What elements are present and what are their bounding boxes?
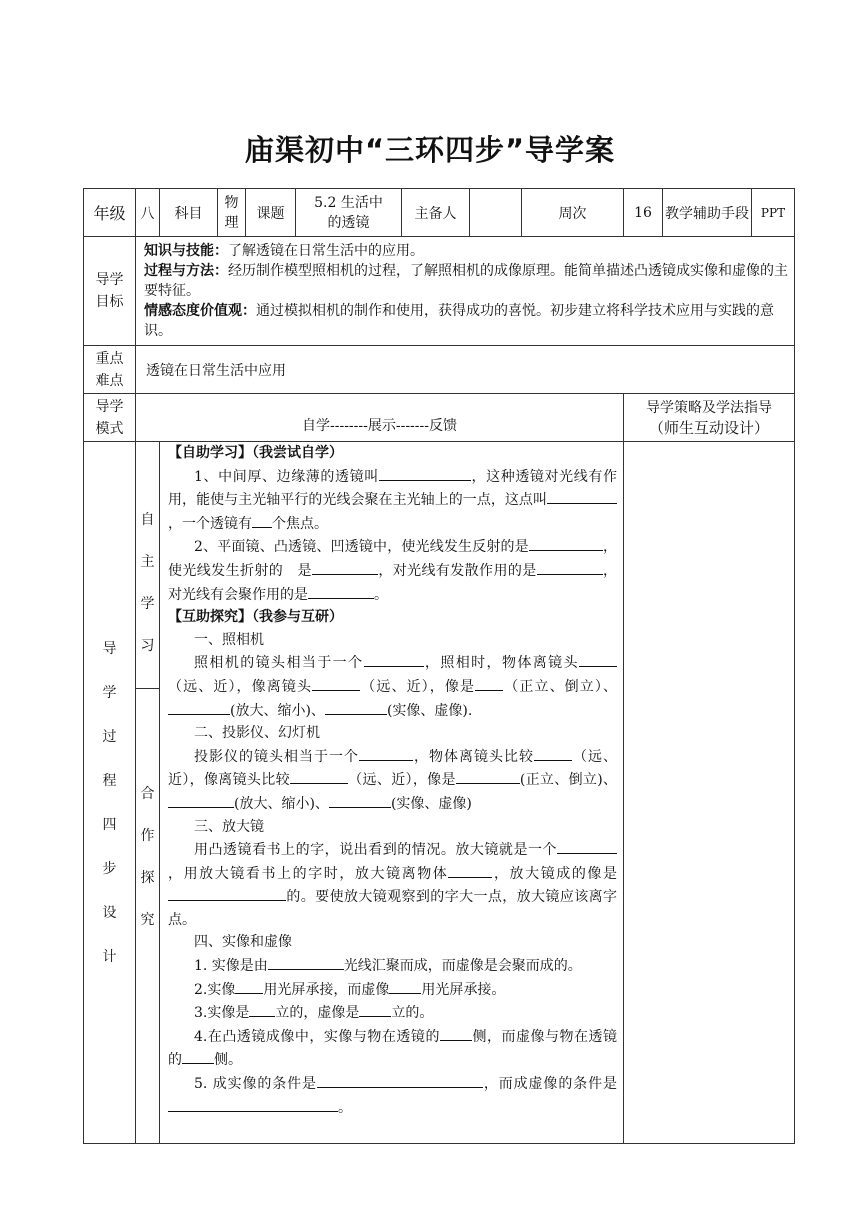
week-label: 周次 [522,189,624,237]
question-text: ，而成虚像的条件是 [482,1076,618,1093]
question-text: 用光屏承接。 [421,981,506,998]
process-char: 四 [102,816,117,833]
images-item-4 [168,1025,617,1072]
question-text: 5. 成实像的条件是 [194,1076,317,1093]
answer-blank[interactable] [379,465,471,481]
answer-blank[interactable] [168,885,286,901]
question-text: 侧，而虚像与物在透镜的 [168,1028,618,1069]
header-row [84,189,795,237]
goals-content [136,237,795,346]
keypoints-row [84,346,795,394]
self-study-heading: 【自助学习】（我尝试自学） [168,445,343,461]
answer-blank[interactable] [557,838,617,854]
question-text: 立的。 [391,1005,434,1022]
lesson-value-line1: 5.2 生活中 [314,194,383,211]
question-text: （正立、倒立）、 [503,678,618,695]
question-text: 2.实像 [194,981,236,998]
subject-value [218,189,246,237]
answer-blank[interactable] [252,512,272,528]
process-row-self [84,442,795,689]
mode-label-line1: 导学 [95,398,124,415]
question-text: ，对光线有会聚作用的是 [168,562,618,603]
question-text: ，使光线发生折射的 是 [168,539,618,579]
question-text: 立的，虚像是 [275,1005,360,1022]
process-char: 计 [102,948,117,965]
preparer-label: 主备人 [402,189,470,237]
question-text: 1、中间厚、边缘薄的透镜叫 [194,468,379,485]
process-char: 步 [102,860,117,877]
question-text: 照相机的镜头相当于一个 [194,655,364,672]
section-title-camera: 一、照相机 [194,631,264,648]
section-magnifier-text [168,838,617,931]
goals-label-line1: 导学 [95,272,124,288]
self-study-char: 学 [140,596,155,612]
guide-header-line2: （师生互动设计） [648,419,769,437]
answer-blank[interactable] [359,1001,391,1017]
goal-emotion-label: 情感态度价值观： [144,303,256,319]
page-title: 庙渠初中“三环四步”导学案 [244,133,616,167]
question-text: ，这种透镜对光线有作用，能使与主光轴平行的光线会聚在主光轴上的一点，这点叫 [168,468,617,509]
question-text: ，用放大镜看书上的字时，放大镜离物体 [168,865,449,882]
goal-emotion-text: 通过模拟相机的制作和使用，获得成功的喜悦。初步建立将科学技术应用与实践的意识。 [144,303,774,339]
answer-blank[interactable] [448,862,492,878]
lesson-plan-table [83,188,795,1144]
section-title-magnifier: 三、放大镜 [194,818,264,835]
answer-blank[interactable] [389,978,421,994]
keypoints-label-line1: 重点 [95,350,124,367]
process-label [84,442,136,1144]
answer-blank[interactable] [168,1096,338,1112]
goal-knowledge [144,241,788,261]
answer-blank[interactable] [579,651,617,667]
images-item-5 [168,1072,617,1119]
images-item-1 [168,954,617,978]
self-study-char: 主 [140,554,155,570]
self-study-char: 自 [140,512,155,528]
section-projector-text [168,745,617,816]
question-text: （远、近），像离镜头 [168,678,313,695]
answer-blank[interactable] [317,1072,483,1088]
coop-study-char: 究 [140,912,155,928]
question-text: (实像、虚像). [386,702,473,719]
question-text: ，对光线有发散作用的是 [377,562,537,579]
goal-knowledge-text: 了解透镜在日常生活中的应用。 [228,243,424,259]
lesson-value-line2: 的透镜 [327,214,370,231]
subject-value-line2: 理 [224,214,239,231]
answer-blank[interactable] [268,954,344,970]
question-text: (实像、虚像) [390,795,472,812]
mode-label-line2: 模式 [95,420,124,437]
answer-blank[interactable] [325,699,387,715]
process-char: 设 [102,904,117,921]
question-text: 个焦点。 [272,515,328,532]
question-text: 光线汇聚而成，而虚像是会聚而成的。 [343,958,582,975]
process-char: 学 [102,684,117,701]
keypoints-label [84,346,136,394]
goal-process [144,261,788,301]
question-2 [168,535,617,606]
question-text: 3.实像是 [194,1005,250,1022]
goal-process-text: 经历制作模型照相机的过程，了解照相机的成像原理。能简单描述凸透镜成实像和虚像的主要特征。 [144,263,788,299]
self-study-char: 习 [140,638,155,654]
week-value: 16 [624,189,663,237]
question-1 [168,465,617,536]
coop-heading: 【互助探究】（我参与互研） [168,609,343,626]
subject-value-line1: 物 [224,194,239,211]
question-text: 用光屏承接，而虚像 [263,981,390,998]
question-text: （远、近），像是 [360,678,476,695]
question-text: ，照相时，物体离镜头 [423,655,579,672]
question-text: 投影仪的镜头相当于一个 [194,748,359,765]
question-text: （远、近），像离镜头比较 [168,748,617,789]
mode-text: 自学--------展示-------反馈 [136,394,624,442]
lesson-label: 课题 [246,189,296,237]
grade-value: 八 [136,189,160,237]
answer-blank[interactable] [440,1025,472,1041]
question-text: 侧。 [214,1052,242,1069]
answer-blank[interactable] [329,792,391,808]
goal-emotion [144,301,788,341]
answer-blank[interactable] [537,559,603,575]
goal-process-label: 过程与方法： [144,263,228,279]
images-item-2 [168,978,617,1002]
process-char: 导 [102,640,117,657]
section-title-projector: 二、投影仪、幻灯机 [194,725,320,742]
answer-blank[interactable] [475,675,503,691]
question-text: 的。要使放大镜观察到的字大一点，放大镜应该离字点。 [168,889,617,928]
answer-blank[interactable] [547,488,617,504]
question-text: (正立、倒立)、 [519,772,617,789]
answer-blank[interactable] [456,768,520,784]
answer-blank[interactable] [312,559,378,575]
mode-row [84,394,795,442]
question-text: 。 [374,586,388,603]
preparer-value [470,189,522,237]
answer-blank[interactable] [235,978,263,994]
guide-header [624,394,795,442]
keypoints-label-line2: 难点 [95,372,124,389]
goals-label-line2: 目标 [95,294,124,310]
question-text: 4.在凸透镜成像中，实像与物在透镜的 [194,1028,440,1045]
question-text: 用凸透镜看书上的字，说出看到的情况。放大镜就是一个 [194,842,557,859]
goals-label [84,237,136,346]
answer-blank[interactable] [308,583,374,599]
answer-blank[interactable] [534,745,572,761]
answer-blank[interactable] [290,768,348,784]
answer-blank[interactable] [364,651,424,667]
keypoints-text: 透镜在日常生活中应用 [136,346,795,394]
question-text: 1. 实像是由 [194,958,268,975]
goal-knowledge-label: 知识与技能： [144,243,228,259]
section-title-images: 四、实像和虚像 [194,934,292,951]
answer-blank[interactable] [182,1048,214,1064]
mode-label [84,394,136,442]
question-text: (放大、缩小)、 [234,795,329,812]
lesson-content [160,442,624,1144]
process-char: 程 [102,772,117,789]
question-text: (放大、缩小)、 [230,702,325,719]
process-char: 过 [102,728,117,745]
coop-study-char: 合 [140,786,155,802]
question-text: ，物体离镜头比较 [413,748,534,765]
question-text: ，一个透镜有 [168,515,252,532]
coop-study-char: 探 [140,870,155,886]
subject-label: 科目 [160,189,218,237]
coop-study-char: 作 [140,828,155,844]
aid-value: PPT [752,189,795,237]
question-text: 。 [338,1099,352,1116]
answer-blank[interactable] [529,535,603,551]
goals-row [84,237,795,346]
answer-blank[interactable] [249,1001,275,1017]
grade-label: 年级 [84,189,136,237]
question-text: （远、近），像是 [347,772,456,789]
question-text: ，放大镜成的像是 [492,865,618,882]
strategy-column [624,442,795,1144]
self-study-label [136,442,160,689]
lesson-value [296,189,402,237]
answer-blank[interactable] [312,675,360,691]
answer-blank[interactable] [168,792,234,808]
answer-blank[interactable] [359,745,413,761]
section-camera-text [168,651,617,722]
images-item-3 [168,1001,617,1025]
question-text: 2、平面镜、凸透镜、凹透镜中，使光线发生反射的是 [194,539,529,556]
answer-blank[interactable] [168,699,230,715]
coop-study-label [136,689,160,1144]
aid-label: 教学辅助手段 [663,189,752,237]
guide-header-line1: 导学策略及学法指导 [646,400,772,416]
